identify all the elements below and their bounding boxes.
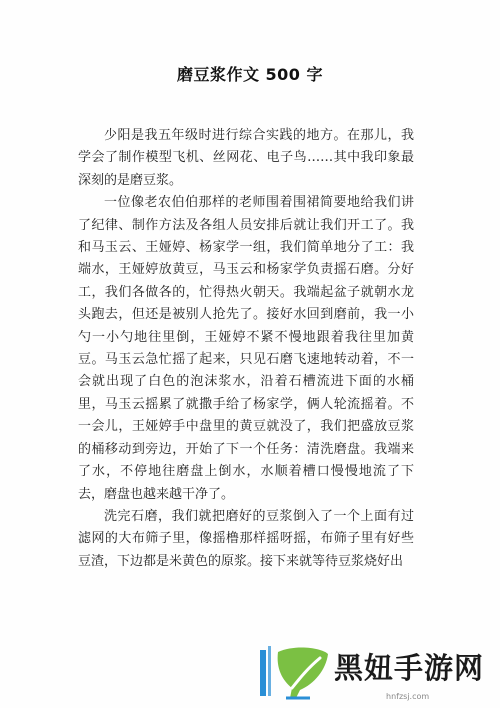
watermark [256, 640, 496, 704]
brand-url: hnfzsj.com [386, 692, 430, 701]
paragraph-1: 少阳是我五年级时进行综合实践的地方。在那儿，我学会了制作模型飞机、丝网花、电子鸟……其中我印象最深刻的是磨豆浆。 [78, 128, 414, 188]
paragraph-3: 洗完石磨，我们就把磨好的豆浆倒入了一个上面有过滤网的大布筛子里，像摇橹那样摇呀摇，布筛子里有好些豆渣，下边都是米黄色的原浆。接下来就等待豆浆烧好出 [78, 508, 414, 569]
document-body [78, 125, 414, 573]
brand-name: 黑妞手游网 [334, 651, 485, 685]
brand-logo-icon [256, 640, 336, 704]
document-title: 磨豆浆作文 500 字 [176, 65, 324, 84]
paragraph-2: 一位像老农伯伯那样的老师围着围裙简要地给我们讲了纪律、制作方法及各组人员安排后就让我们开工了。我和马玉云、王娅婷、杨家学一组，我们简单地分了工：我端水，王娅婷放黄豆，马玉云和杨家学负责摇石磨。分好工，我们各做各的，忙得热火朝天。我端起盆子就朝水龙头跑去，但还是被别人抢先了。接好水回到磨前，我一小勺一小勺地往里倒，王娅婷不紧不慢地跟着我往里加黄豆。马玉云急忙摇了起来，只见石磨飞速地转动着，不一会就出现了白色的泡沫浆水，沿着石槽流进下面的水桶里，马玉云摇累了就撒手给了杨家学，俩人轮流摇着。不一会儿，王娅婷手中盘里的黄豆就没了，我们把盛放豆浆的桶移动到旁边，开始了下一个任务：清洗磨盘。我端来了水，不停地往磨盘上倒水，水顺着槽口慢慢地流了下去，磨盘也越来越干净了。 [78, 195, 414, 502]
